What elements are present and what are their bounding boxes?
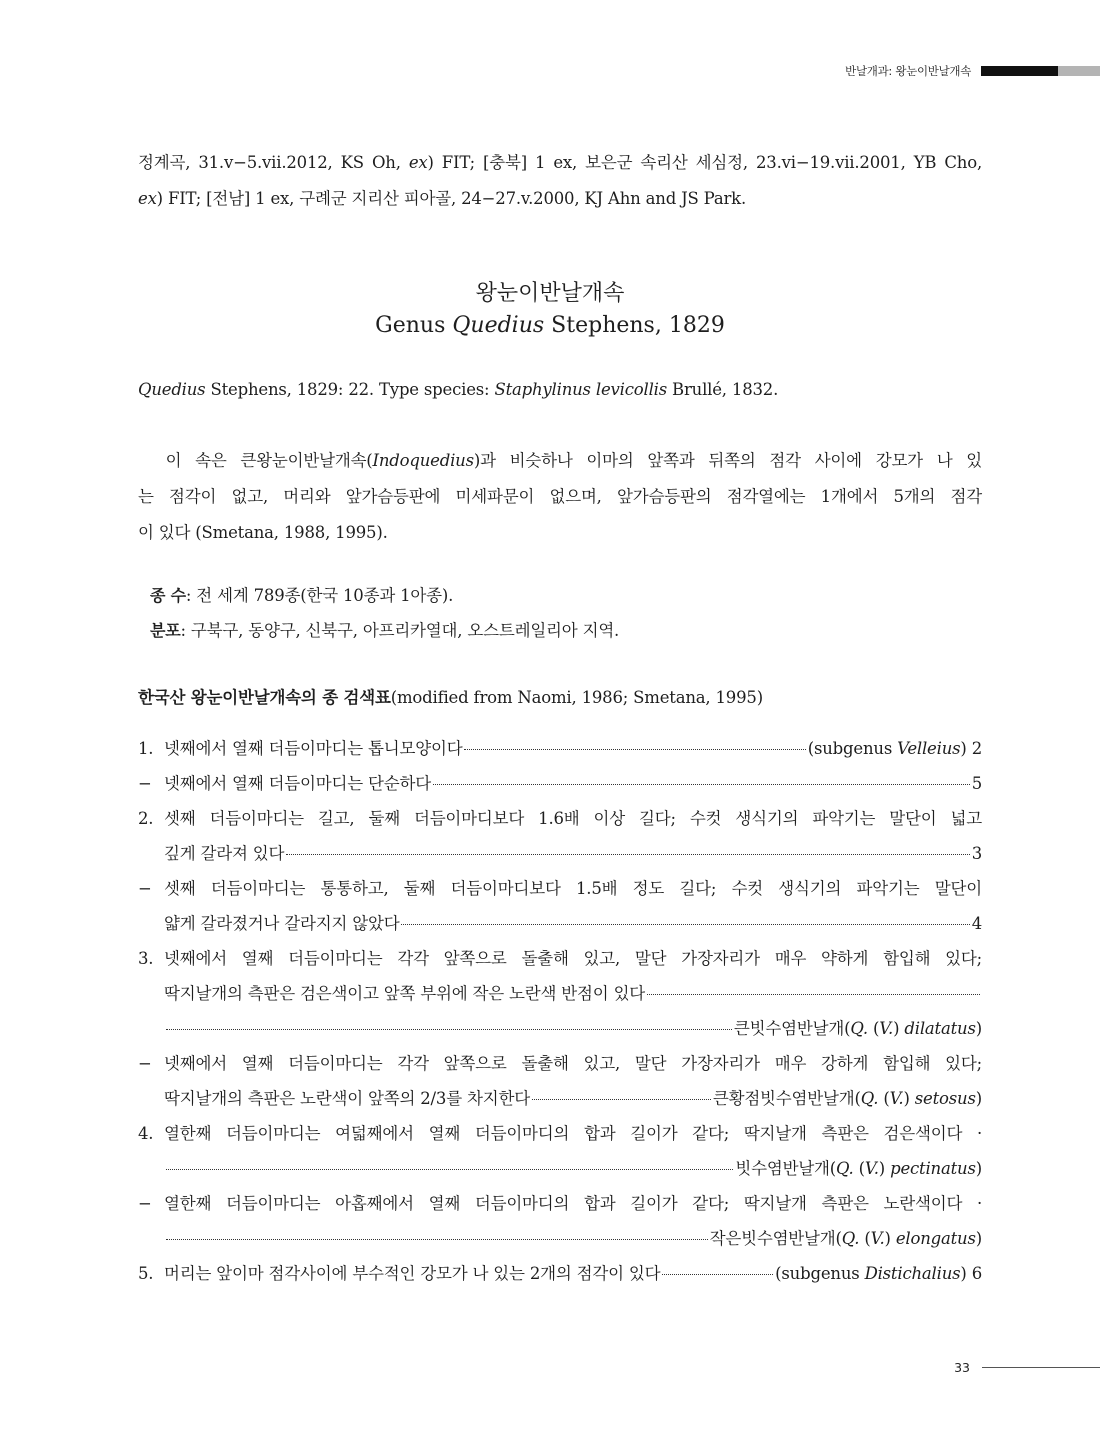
dot-leader	[464, 749, 805, 750]
key-text: 딱지날개의 측판은 검은색이고 앞쪽 부위에 작은 노란색 반점이 있다	[164, 984, 646, 1003]
sci-name: V.	[889, 1089, 904, 1108]
sci-name: elongatus	[895, 1229, 976, 1248]
key-result: 4	[971, 914, 982, 933]
sci-name: (	[878, 1089, 890, 1108]
distribution-value: : 구북구, 동양구, 신북구, 아프리카열대, 오스트레일리아 지역.	[180, 621, 620, 640]
intro-line-1: 정계곡, 31.v−5.vii.2012, KS Oh, ex) FIT; [충북] 1 ex, 보은군 속리산 세심정, 23.vi−19.vii.2001, YB Cho,	[138, 153, 982, 172]
key-couplet-1a	[138, 731, 982, 766]
key-result-italic: Velleius	[897, 739, 961, 758]
key-result-italic: Distichalius	[864, 1264, 961, 1283]
sci-name: )	[884, 1229, 896, 1248]
korean-name: 큰황점빗수염반날개(	[712, 1089, 861, 1108]
sci-name: (	[867, 1019, 880, 1038]
key-text: 셋째 더듬이마디는 통통하고, 둘째 더듬이마디보다 1.5배 정도 길다; 수컷 생식기의 파악기는 말단이	[164, 879, 982, 898]
key-result: 3	[971, 844, 982, 863]
key-couplet-4a	[138, 1116, 982, 1151]
sci-name: V.	[879, 1019, 894, 1038]
type-citation: Stephens, 1829: 22. Type species:	[205, 380, 495, 399]
key-text: 깊게 갈라져 있다	[164, 844, 285, 863]
korean-name: 큰빗수염반날개(	[733, 1019, 851, 1038]
key-mark: 4.	[138, 1124, 154, 1143]
dot-leader	[286, 854, 969, 855]
sci-name: )	[975, 1159, 982, 1178]
key-couplet-4b-result	[138, 1221, 982, 1256]
sci-name: )	[893, 1019, 905, 1038]
key-couplet-1b	[138, 766, 982, 801]
sci-name: )	[903, 1089, 915, 1108]
running-title: 반날개과: 왕눈이반날개속	[845, 64, 971, 78]
key-couplet-2b	[138, 871, 982, 906]
key-text: 얇게 갈라졌거나 갈라지지 않았다	[164, 914, 400, 933]
sci-name: V.	[870, 1229, 885, 1248]
header-bar-dark	[981, 66, 1058, 76]
type-species-name: Staphylinus levicollis	[494, 380, 667, 399]
description-italic: Indoquedius	[372, 451, 474, 470]
key-mark: −	[138, 774, 152, 793]
species-count	[150, 582, 453, 606]
key-couplet-2a	[138, 801, 982, 836]
species-count-label: 종 수	[150, 586, 186, 605]
sci-name: V.	[864, 1159, 879, 1178]
description-line-1	[138, 443, 982, 479]
dot-leader	[401, 924, 969, 925]
description-line-3: 이 있다 (Smetana, 1988, 1995).	[138, 523, 388, 542]
sci-name: )	[878, 1159, 891, 1178]
key-mark: 2.	[138, 809, 154, 828]
key-mark: −	[138, 1194, 152, 1213]
key-couplet-3a-result	[138, 1011, 982, 1046]
sci-name: )	[975, 1089, 982, 1108]
korean-name: 작은빗수염반날개(	[709, 1229, 842, 1248]
intro-paragraph	[138, 145, 982, 217]
dot-leader	[532, 1099, 711, 1100]
sci-name: dilatatus	[904, 1019, 976, 1038]
key-species-name	[735, 1151, 982, 1186]
species-key	[138, 731, 982, 1291]
distribution-label: 분포	[150, 621, 181, 640]
intro-line-2: ex) FIT; [전남] 1 ex, 구례군 지리산 피아골, 24−27.v.2000, KJ Ahn and JS Park.	[138, 189, 746, 208]
description-line-2: 는 점각이 없고, 머리와 앞가슴등판에 미세파문이 없으며, 앞가슴등판의 점각열에는 1개에서 5개의 점각	[138, 487, 982, 506]
key-text: 열한째 더듬이마디는 여덟째에서 열째 더듬이마디의 합과 길이가 같다; 딱지날개 측판은 검은색이다 ·	[164, 1124, 982, 1143]
key-species-name	[713, 1081, 982, 1116]
key-text: 셋째 더듬이마디는 길고, 둘째 더듬이마디보다 1.6배 이상 길다; 수컷 생식기의 파악기는 말단이 넓고	[164, 809, 982, 828]
header-bar-light	[1058, 66, 1100, 76]
key-title-source: (modified from Naomi, 1986; Smetana, 1995)	[390, 688, 763, 707]
key-result-text: ) 6	[960, 1264, 982, 1283]
key-result	[808, 731, 982, 766]
genus-korean-title: 왕눈이반날개속	[475, 281, 625, 306]
key-mark: 5.	[138, 1264, 154, 1283]
description-text: 이 속은 큰왕눈이반날개속(	[138, 451, 373, 470]
key-text: 넷째에서 열째 더듬이마디는 각각 앞쪽으로 돌출해 있고, 말단 가장자리가 매우 강하게 함입해 있다;	[164, 1054, 982, 1073]
key-couplet-4b	[138, 1186, 982, 1221]
sci-name: setosus	[914, 1089, 976, 1108]
key-species-name	[734, 1011, 982, 1046]
key-text: 열한째 더듬이마디는 아홉째에서 열째 더듬이마디의 합과 길이가 같다; 딱지날개 측판은 노란색이다 ·	[164, 1194, 982, 1213]
key-result-text: (subgenus	[807, 739, 898, 758]
korean-name: 빗수염반날개(	[735, 1159, 837, 1178]
distribution	[150, 617, 619, 641]
sci-name: Q.	[836, 1159, 854, 1178]
page-number: 33	[954, 1360, 970, 1375]
sci-name: Q.	[850, 1019, 868, 1038]
running-header	[845, 64, 1100, 78]
key-text: 넷째에서 열째 더듬이마디는 각각 앞쪽으로 돌출해 있고, 말단 가장자리가 매우 약하게 함입해 있다;	[164, 949, 982, 968]
sci-name: (	[859, 1229, 871, 1248]
key-result: 5	[971, 774, 982, 793]
key-title-bold: 한국산 왕눈이반날개속의 종 검색표	[138, 688, 391, 707]
genus-latin-name: Quedius	[452, 313, 545, 338]
dot-leader	[166, 1169, 733, 1170]
type-genus: Quedius	[138, 380, 206, 399]
key-title	[138, 684, 763, 708]
key-couplet-5a	[138, 1256, 982, 1291]
genus-description	[138, 443, 982, 551]
key-mark: −	[138, 1054, 152, 1073]
key-text: 딱지날개의 측판은 노란색이 앞쪽의 2/3를 차지한다	[164, 1089, 530, 1108]
key-mark: −	[138, 879, 152, 898]
key-result-text: ) 2	[960, 739, 982, 758]
sci-name: Q.	[860, 1089, 879, 1108]
sci-name: )	[975, 1019, 982, 1038]
page-footer	[954, 1360, 1100, 1375]
key-mark: 1.	[138, 739, 154, 758]
key-result-text: (subgenus	[775, 1264, 865, 1283]
key-couplet-3a	[138, 941, 982, 976]
key-text: 넷째에서 열째 더듬이마디는 톱니모양이다	[164, 739, 463, 758]
dot-leader	[433, 784, 970, 785]
key-couplet-3b-cont	[138, 1081, 982, 1116]
sci-name: pectinatus	[890, 1159, 976, 1178]
key-species-name	[710, 1221, 982, 1256]
key-mark: 3.	[138, 949, 154, 968]
key-couplet-4a-result	[138, 1151, 982, 1186]
sci-name: (	[853, 1159, 865, 1178]
key-couplet-3a-cont	[138, 976, 982, 1011]
dot-leader	[166, 1029, 732, 1030]
key-couplet-2a-cont	[138, 836, 982, 871]
sci-name: )	[975, 1229, 982, 1248]
key-couplet-3b	[138, 1046, 982, 1081]
genus-latin-suffix: Stephens, 1829	[544, 313, 725, 338]
species-count-value: : 전 세계 789종(한국 10종과 1아종).	[185, 586, 454, 605]
dot-leader	[662, 1274, 773, 1275]
key-text: 머리는 앞이마 점각사이에 부수적인 강모가 나 있는 2개의 점각이 있다	[164, 1264, 661, 1283]
genus-latin-title	[0, 313, 1100, 338]
key-text: 넷째에서 열째 더듬이마디는 단순하다	[164, 774, 431, 793]
key-couplet-2b-cont	[138, 906, 982, 941]
type-author: Brullé, 1832.	[667, 380, 779, 399]
sci-name: Q.	[841, 1229, 860, 1248]
key-result	[775, 1256, 982, 1291]
description-text: )과 비슷하나 이마의 앞쪽과 뒤쪽의 점각 사이에 강모가 나 있	[473, 451, 982, 470]
dot-leader	[166, 1239, 708, 1240]
dot-leader	[647, 994, 980, 995]
footer-rule	[982, 1367, 1100, 1368]
genus-latin-prefix: Genus	[375, 313, 453, 338]
type-species-line	[138, 380, 778, 399]
